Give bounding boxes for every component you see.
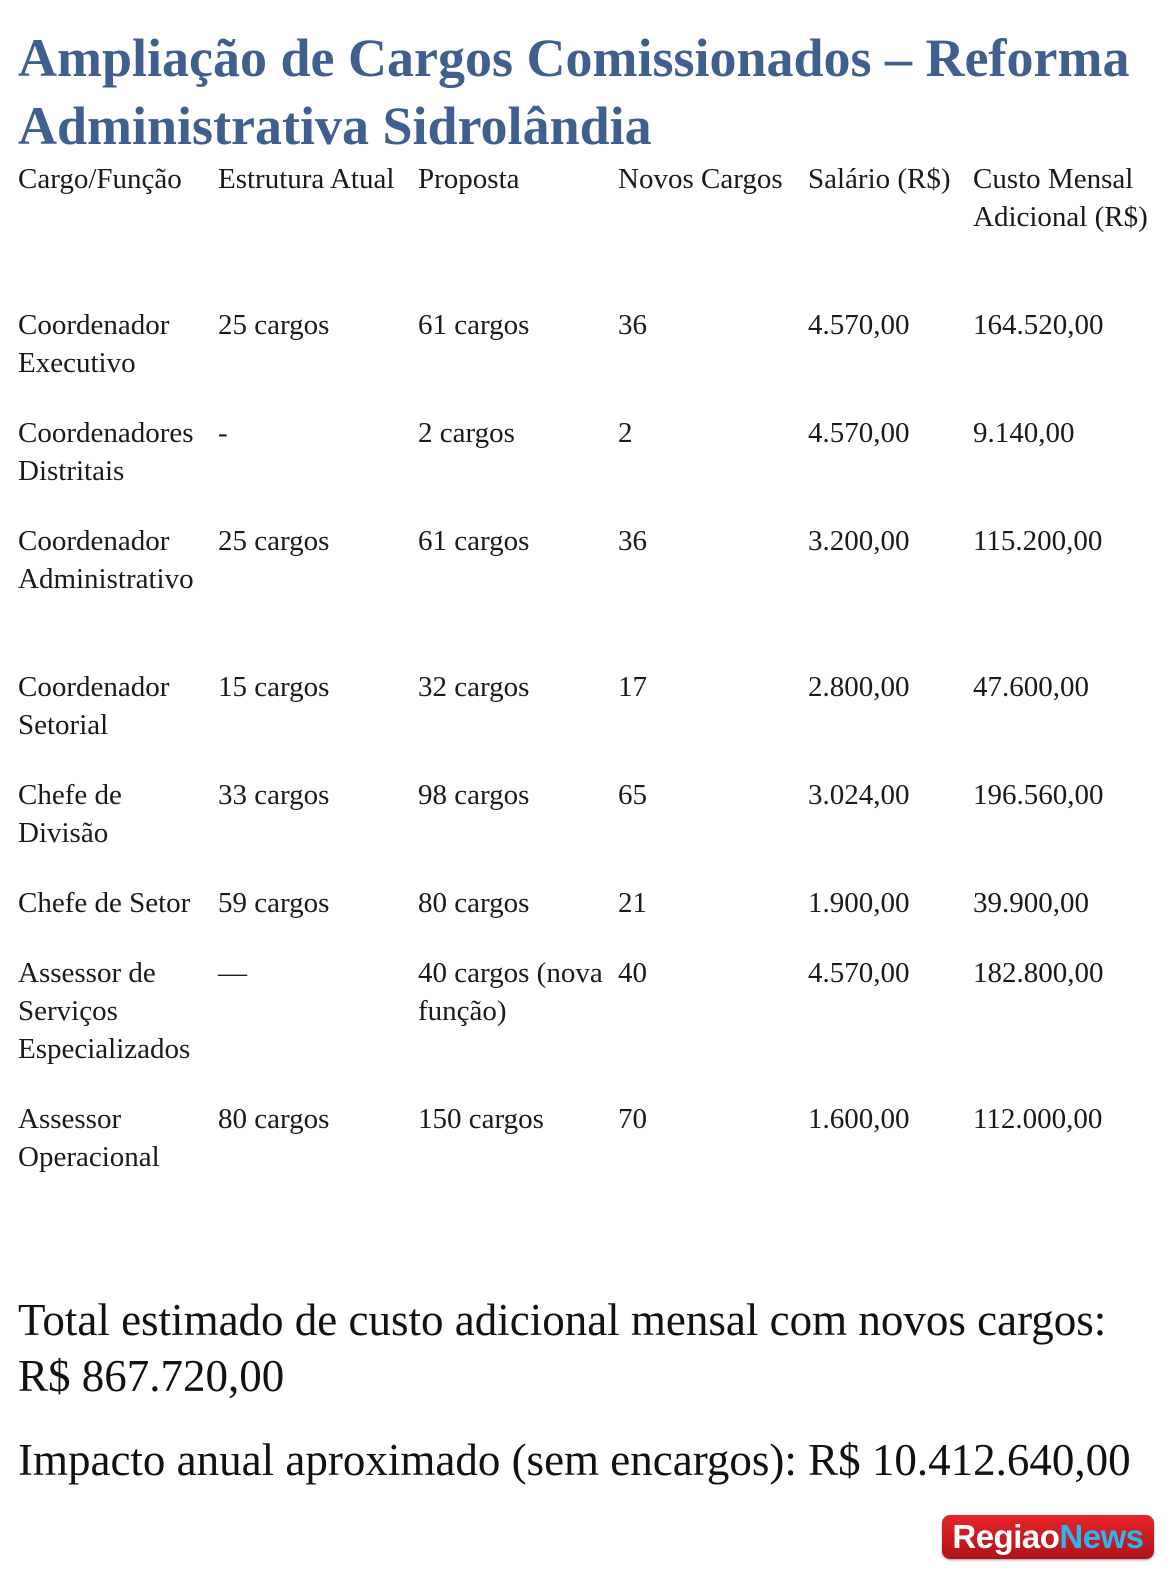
cell-cargo: Assessor Operacional	[18, 1103, 160, 1173]
cell-proposta: 98 cargos	[418, 779, 530, 811]
impacto-anual-text: Impacto anual aproximado (sem encargos): R$ 10.412.640,00	[18, 1435, 1131, 1485]
header-custo-mensal: Custo Mensal Adicional (R$)	[973, 163, 1148, 233]
cell-custo-mensal: 182.800,00	[973, 957, 1104, 989]
cell-salario: 4.570,00	[808, 957, 910, 989]
table-row	[18, 1100, 1158, 1208]
cell-proposta: 80 cargos	[418, 887, 530, 919]
cell-salario: 1.900,00	[808, 887, 910, 919]
cell-cargo: Coordenador Setorial	[18, 671, 170, 741]
total-mensal-text: Total estimado de custo adicional mensal com novos cargos: R$ 867.720,00	[18, 1295, 1107, 1401]
cargos-table	[18, 160, 1158, 1208]
table-header-row	[18, 160, 1158, 306]
cell-estrutura-atual: 15 cargos	[218, 671, 330, 703]
regiao-news-logo	[942, 1515, 1154, 1559]
table-row	[18, 668, 1158, 776]
cell-novos-cargos: 17	[618, 671, 647, 703]
cell-salario: 3.200,00	[808, 525, 910, 557]
cell-novos-cargos: 36	[618, 525, 647, 557]
cell-novos-cargos: 40	[618, 957, 647, 989]
cell-estrutura-atual: 80 cargos	[218, 1103, 330, 1135]
table-row	[18, 306, 1158, 414]
cell-proposta: 40 cargos (nova função)	[418, 957, 603, 1027]
cell-cargo: Coordenador Executivo	[18, 309, 170, 379]
cell-custo-mensal: 115.200,00	[973, 525, 1103, 557]
cell-estrutura-atual: 33 cargos	[218, 779, 330, 811]
cell-estrutura-atual: —	[218, 957, 247, 989]
cell-proposta: 150 cargos	[418, 1103, 544, 1135]
cell-estrutura-atual: 25 cargos	[218, 309, 330, 341]
cell-proposta: 61 cargos	[418, 525, 530, 557]
header-novos-cargos: Novos Cargos	[618, 163, 783, 195]
cell-custo-mensal: 164.520,00	[973, 309, 1104, 341]
cell-cargo: Assessor de Serviços Especializados	[18, 957, 191, 1065]
header-proposta: Proposta	[418, 163, 520, 195]
cell-custo-mensal: 112.000,00	[973, 1103, 1103, 1135]
table-row	[18, 954, 1158, 1100]
table-row	[18, 414, 1158, 522]
header-estrutura-atual: Estrutura Atual	[218, 163, 395, 195]
cell-custo-mensal: 9.140,00	[973, 417, 1075, 449]
cell-salario: 4.570,00	[808, 309, 910, 341]
logo-text-news: News	[1059, 1518, 1144, 1555]
cell-estrutura-atual: 59 cargos	[218, 887, 330, 919]
cell-novos-cargos: 2	[618, 417, 633, 449]
cell-proposta: 61 cargos	[418, 309, 530, 341]
cell-cargo: Coordenadores Distritais	[18, 417, 194, 487]
cell-novos-cargos: 65	[618, 779, 647, 811]
cell-salario: 3.024,00	[808, 779, 910, 811]
cell-custo-mensal: 39.900,00	[973, 887, 1089, 919]
cell-cargo: Chefe de Setor	[18, 887, 191, 919]
cell-novos-cargos: 70	[618, 1103, 647, 1135]
cell-salario: 2.800,00	[808, 671, 910, 703]
table-row	[18, 522, 1158, 668]
cell-estrutura-atual: -	[218, 417, 228, 449]
cell-salario: 1.600,00	[808, 1103, 910, 1135]
cell-novos-cargos: 21	[618, 887, 647, 919]
cell-custo-mensal: 47.600,00	[973, 671, 1089, 703]
table-row	[18, 776, 1158, 884]
cell-novos-cargos: 36	[618, 309, 647, 341]
table-row	[18, 884, 1158, 954]
cell-salario: 4.570,00	[808, 417, 910, 449]
cell-proposta: 2 cargos	[418, 417, 515, 449]
header-salario: Salário (R$)	[808, 163, 951, 195]
cell-estrutura-atual: 25 cargos	[218, 525, 330, 557]
cell-proposta: 32 cargos	[418, 671, 530, 703]
logo-text-regiao: Regiao	[952, 1518, 1060, 1555]
header-cargo: Cargo/Função	[18, 163, 182, 195]
cell-cargo: Chefe de Divisão	[18, 779, 122, 849]
cell-cargo: Coordenador Administrativo	[18, 525, 194, 595]
page-title: Ampliação de Cargos Comissionados – Reforma Administrativa Sidrolândia	[18, 28, 1130, 156]
cell-custo-mensal: 196.560,00	[973, 779, 1104, 811]
